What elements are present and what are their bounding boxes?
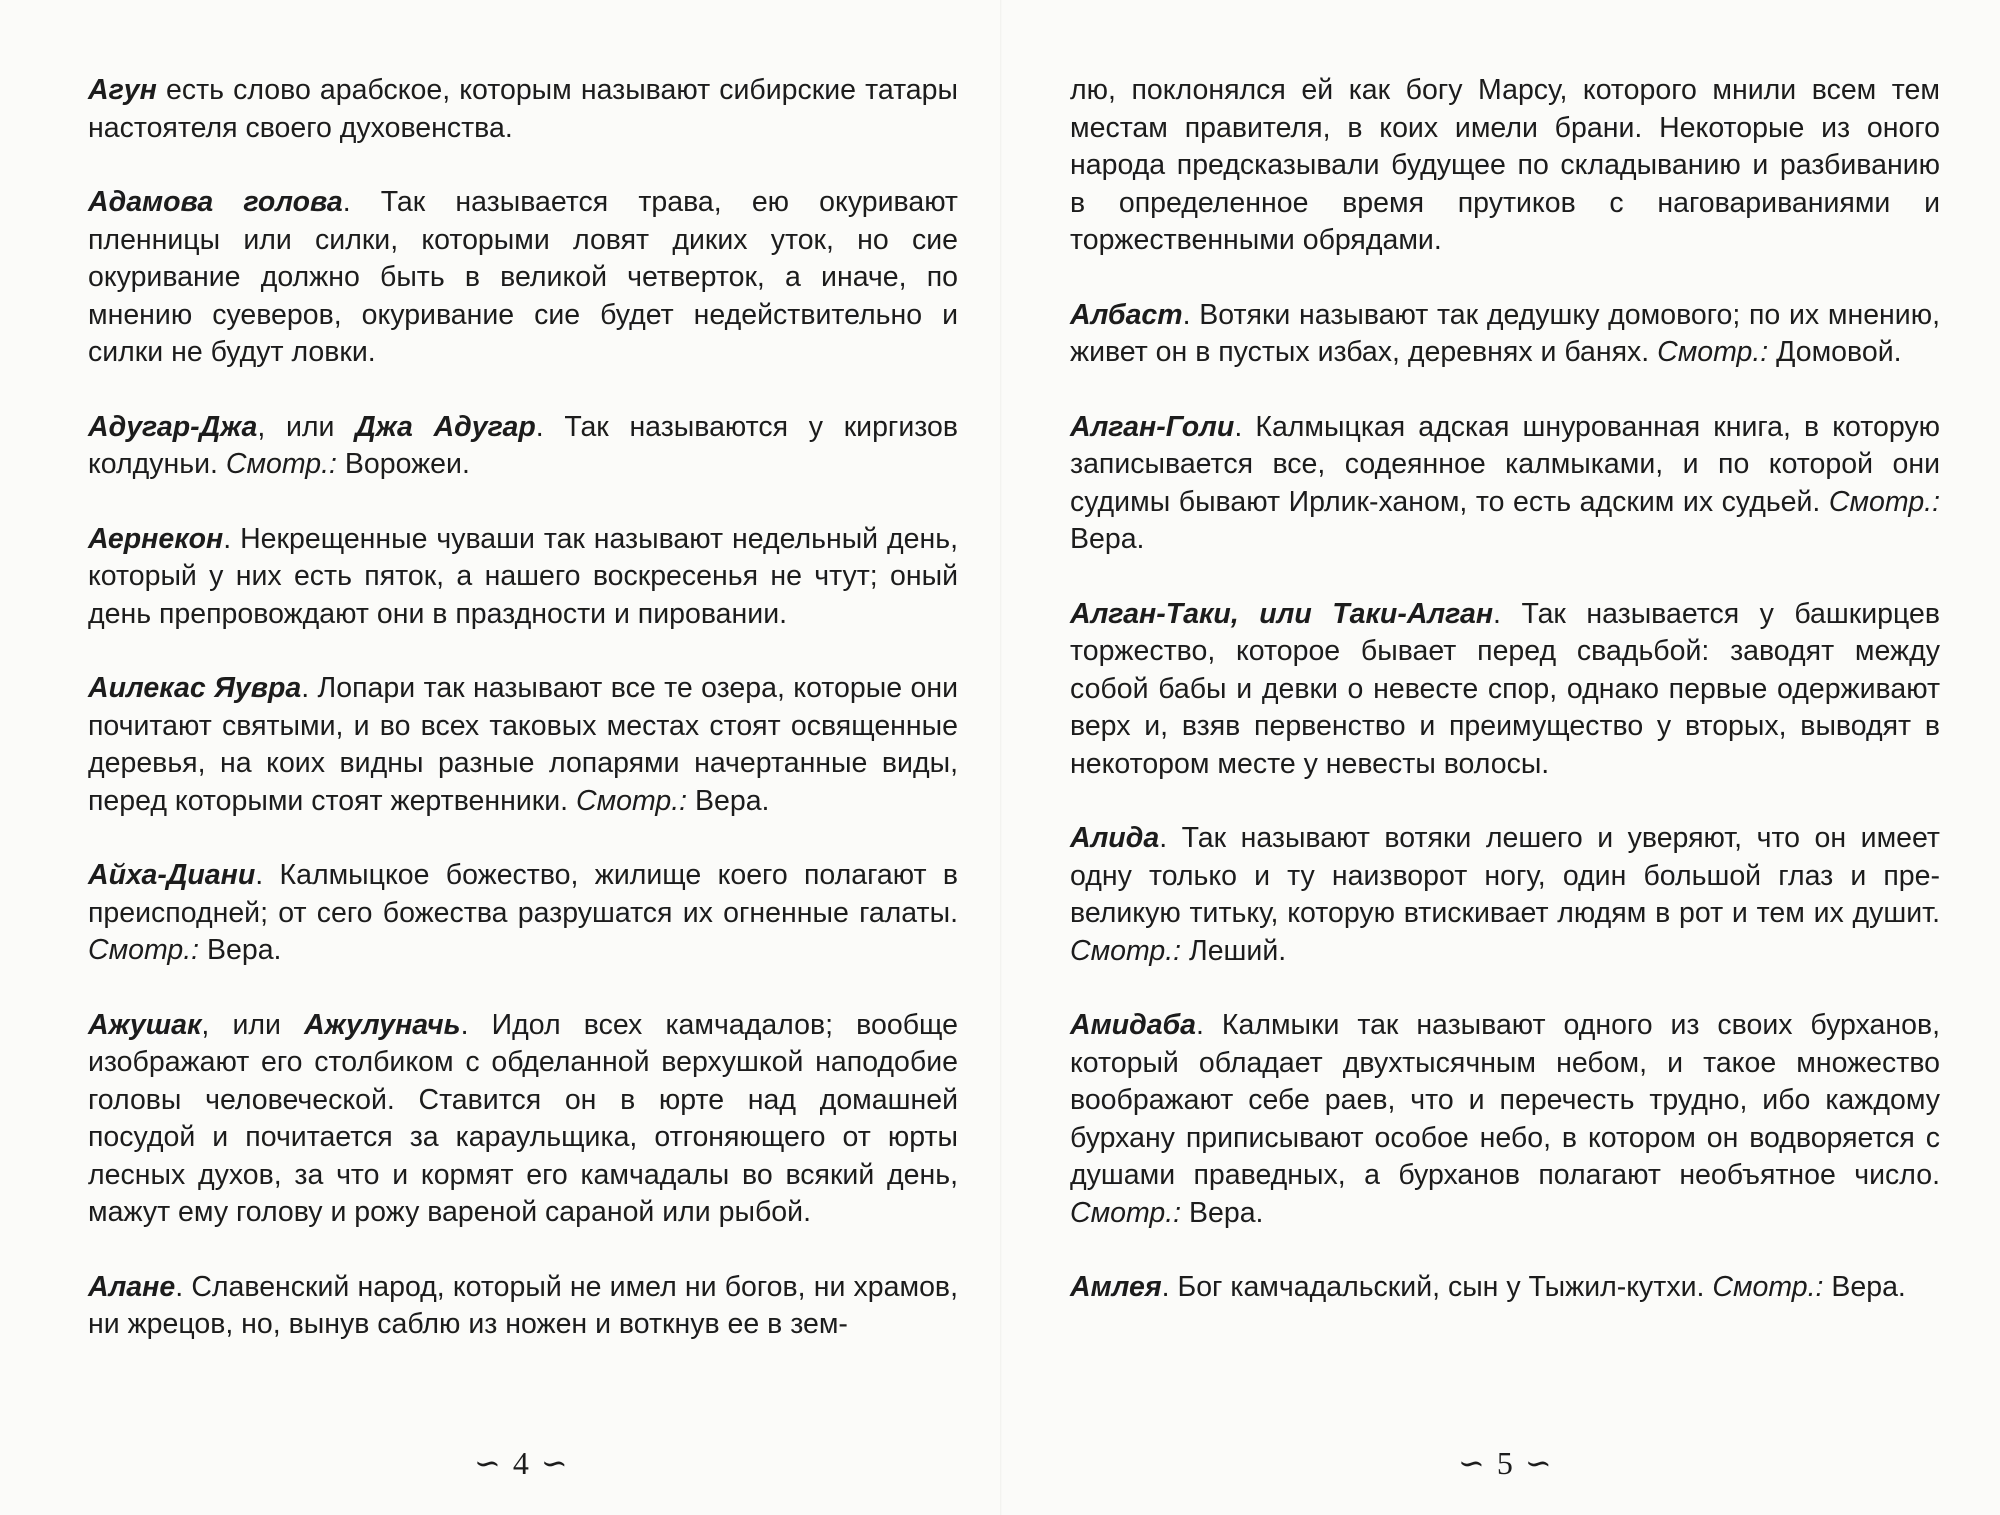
see-also-target: Вера. [199,934,282,966]
headword: Аернекон [88,522,224,555]
definition: . Так называют вотяки лешего и уверяют, что он имеет одну только и ту наизворот ногу, один большой глаз и превеликую титьку, которую втискивает людям в рот и тем их душит. [1070,822,1940,929]
entry-adugar-dzha [88,409,958,484]
headword: Айха-Диани [88,859,256,891]
see-also-target: Ворожеи. [336,448,470,480]
page-number-right: ∽ 5 ∽ [1458,1445,1554,1481]
entry-amidaba [1070,1007,1940,1232]
headword: Алида [1070,822,1160,854]
see-also-target: Вера. [687,784,770,817]
headword: Амлея [1070,1271,1162,1303]
entry-alane-continued [1070,72,1940,260]
entry-adamova-golova [88,184,958,372]
headword: Алган-Голи [1070,410,1235,443]
connector: , или [257,410,356,443]
headword: Албаст [1070,298,1183,331]
headword: Агун [88,74,157,106]
entry-algan-goli [1070,409,1940,559]
headword: Алган-Таки, или Таки-Алган [1070,597,1494,630]
definition: . Так называется у башкирцев торжество, которое бывает перед свадьбой: заводят между собой бабы и девки о невесте спор, однако первые одерживают верх и, взяв первенство и преимущество у вторых, выводят в некотором месте у невесты волосы. [1070,597,1940,780]
entry-alida [1070,820,1940,970]
definition: . Некрещенные чуваши так называют недельный день, который у них есть пяток, а нашего воскресенья не чтут; оный день препровождают они в праздности и пировании. [88,522,958,630]
definition: . Славенский народ, который не имел ни богов, ни храмов, ни жрецов, но, вынув саблю из ножен и воткнув ее в зем- [88,1270,958,1340]
definition: . Лопари так называют все те озера, которые они почитают святыми, и во всех таковых местах стоят освященные деревья, на коих видны разные лопарями начертанные виды, перед которыми стоят жертвенники. [88,672,958,817]
headword: Ажушак [88,1008,202,1041]
definition: . Калмыки так называют одного из своих бурханов, который обладает двухтысячным небом, и такое множество воображают себе раев, что и перечесть трудно, ибо каждому бурхану приписывают особое небо, в котором он водворяется с душами праведных, а бурханов полагают необъятное число. [1070,1009,1940,1191]
entry-amleya [1070,1269,1940,1307]
book-gutter [1000,0,1002,1515]
see-also-label: Смотр.: [225,448,337,480]
definition: . Калмыцкое божество, жилище коего полагают в преисподней; от сего божества разрушатся их огненные галаты. [88,859,958,929]
definition: . Калмыцкая адская шнурованная книга, в которую записывается все, содеянное калмыками, и по которой они судимы бывают Ирлик-ханом, то есть адским их судьей. [1070,410,1940,518]
see-also-label: Смотр.: [1070,934,1182,967]
right-page [1070,72,1940,1344]
see-also-target: Домовой. [1768,336,1902,368]
definition: . Бог камчадальский, сын у Тыжил-кутхи. [1161,1271,1713,1303]
see-also-target: Вера. [1070,523,1145,555]
see-also-label: Смотр.: [88,934,200,966]
see-also-label: Смотр.: [1070,1196,1182,1229]
see-also-label: Смотр.: [1828,485,1940,518]
connector: , или [201,1008,305,1041]
headword: Адугар-Джа [88,410,258,443]
see-also-label: Смотр.: [576,784,688,817]
headword-alt: Джа Адугар [355,410,536,443]
see-also-target: Леший. [1181,934,1287,967]
definition: . Так называется трава, ею окуривают пленницы или силки, которыми ловят диких уток, но сие окуривание должно быть в великой четверток, а иначе, по мнению суеверов, окуривание сие будет недействительно и силки не будут ловки. [88,186,958,368]
see-also-label: Смотр.: [1657,336,1769,368]
entry-algan-taki [1070,596,1940,784]
left-page [88,72,958,1381]
definition: . Так называются у киргизов колдуньи. [88,410,958,480]
see-also-label: Смотр.: [1712,1271,1824,1303]
page-number-left: ∽ 4 ∽ [474,1445,570,1481]
headword: Амидаба [1070,1009,1197,1041]
entry-albast [1070,297,1940,372]
entry-azhushak [88,1007,958,1232]
headword: Аилекас Яувра [88,672,302,704]
entry-aernekon [88,521,958,634]
see-also-target: Вера. [1823,1271,1906,1303]
entry-aykha-diani [88,857,958,970]
headword-alt: Ажулуначь [304,1008,461,1041]
see-also-target: Вера. [1181,1196,1264,1229]
headword: Алане [88,1270,176,1303]
entry-ailekas-yauvra [88,670,958,820]
entry-agun [88,72,958,147]
headword: Адамова голова [88,186,343,218]
definition: . Вотяки называют так дедушку домового; по их мнению, живет он в пустых избах, деревнях и банях. [1070,298,1940,368]
definition: . Идол всех камчадалов; вообще изображают его столбиком с обделанной верхушкой наподобие головы человеческой. Ставится он в юрте над домашней посудой и почитается за караульщика, отгоняющего от юрты лесных духов, за что и кормят его камчадалы во всякий день, мажут ему голову и рожу вареной сараной или рыбой. [88,1008,958,1228]
entry-alane [88,1269,958,1344]
definition: есть слово арабское, которым называют сибирские татары настоятеля своего духовенства. [88,74,958,144]
definition: лю, поклонялся ей как богу Марсу, которого мнили всем тем местам правителя, в коих имели брани. Некоторые из оного народа предсказывали будущее по складыванию и разбиванию в определенное время прутиков с наговариваниями и торжественными обрядами. [1070,74,1940,256]
